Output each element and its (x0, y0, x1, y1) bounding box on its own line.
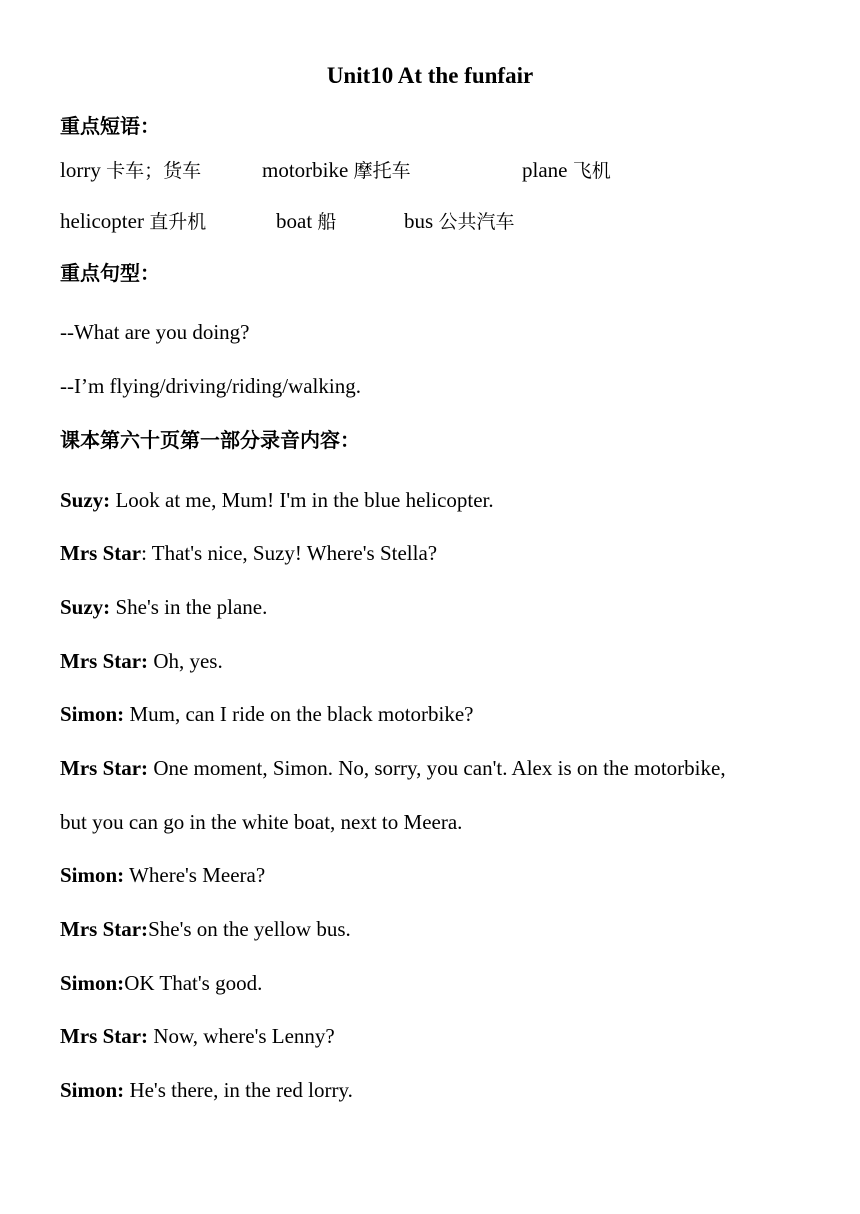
vocab-en: motorbike (262, 158, 354, 182)
dialogue-line (60, 968, 262, 998)
dialogue-text: : That's nice, Suzy! Where's Stella? (141, 541, 438, 565)
speaker-name: Simon: (60, 1078, 125, 1102)
vocab-item-lorry (60, 155, 201, 186)
dialogue-line-continuation (60, 807, 462, 837)
dialogue-text: Now, where's Lenny? (148, 1024, 335, 1048)
sentence-question: --What are you doing? (60, 320, 250, 344)
speaker-name: Mrs Star: (60, 917, 149, 941)
document-title: Unit10 At the funfair (326, 63, 534, 88)
dialogue-line (60, 592, 267, 622)
dialogue-text: Look at me, Mum! I'm in the blue helicopter. (110, 488, 494, 512)
dialogue-text: Mum, can I ride on the black motorbike? (124, 702, 474, 726)
dialogue-line (60, 538, 437, 568)
dialogue-text: She's in the plane. (110, 595, 268, 619)
dialogue-text: OK That's good. (124, 971, 263, 995)
dialogue-line (60, 914, 351, 944)
speaker-name: Mrs Star: (60, 1024, 149, 1048)
speaker-name: Simon: (60, 971, 125, 995)
speaker-name: Mrs Star (60, 541, 142, 565)
speaker-name: Suzy: (60, 595, 111, 619)
speaker-name: Simon: (60, 863, 125, 887)
vocab-item-boat (276, 206, 336, 237)
dialogue-text: She's on the yellow bus. (148, 917, 351, 941)
sentences-heading: 重点句型： (60, 261, 160, 285)
vocab-item-plane (522, 155, 611, 186)
sentence-answer: --I’m flying/driving/riding/walking. (60, 374, 361, 398)
vocab-cn: 公共汽车 (438, 211, 515, 233)
speaker-name: Suzy: (60, 488, 111, 512)
dialogue-text: Oh, yes. (148, 649, 223, 673)
dialogue-line (60, 1075, 353, 1105)
dialogue-text: Where's Meera? (124, 863, 266, 887)
vocab-item-bus (404, 206, 514, 237)
vocab-en: lorry (60, 158, 107, 182)
dialogue-line (60, 699, 474, 729)
vocab-en: boat (276, 209, 318, 233)
dialogue-text: He's there, in the red lorry. (124, 1078, 353, 1102)
vocab-cn: 飞机 (572, 160, 611, 182)
phrases-heading: 重点短语： (60, 114, 160, 138)
vocab-en: helicopter (60, 209, 150, 233)
vocab-cn: 船 (317, 211, 337, 233)
vocab-en: plane (522, 158, 573, 182)
vocab-cn: 直升机 (149, 211, 207, 233)
dialogue-line (60, 485, 494, 515)
dialogue-text: but you can go in the white boat, next to Meera. (60, 810, 463, 834)
dialogue-text: One moment, Simon. No, sorry, you can't. Alex is on the motorbike, (148, 756, 726, 780)
dialogue-line (60, 753, 726, 783)
dialogue-line (60, 646, 223, 676)
speaker-name: Mrs Star: (60, 756, 149, 780)
vocab-cn: 摩托车 (353, 160, 411, 182)
vocab-en: bus (404, 209, 439, 233)
vocab-item-helicopter (60, 206, 206, 237)
speaker-name: Mrs Star: (60, 649, 149, 673)
dialogue-line (60, 1021, 335, 1051)
vocab-cn: 卡车；货车 (106, 160, 202, 182)
vocab-item-motorbike (262, 155, 411, 186)
speaker-name: Simon: (60, 702, 125, 726)
recording-heading: 课本第六十页第一部分录音内容： (60, 428, 360, 452)
dialogue-line (60, 860, 265, 890)
